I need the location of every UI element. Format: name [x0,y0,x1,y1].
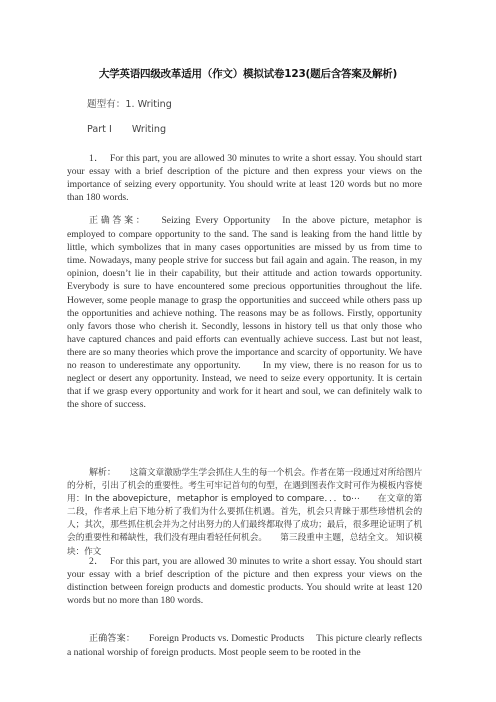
question-2-prompt [67,555,422,607]
answer-essay-title: Seizing Every Opportunity [161,215,271,226]
question-number: 1． [89,153,105,164]
question-type-line: 题型有：1. Writing [87,99,172,110]
explanation-label: 解析： [89,468,116,478]
part-heading [87,124,166,135]
question-2-answer [67,632,422,659]
question-prompt-text: For this part, you are allowed 30 minutes to write a short essay. You should start your essay with a brief description of the picture and then express your views on the distinction between foreign products and domestic products. You should write at least 120 words but no more than 180 words. [67,556,422,607]
question-1-prompt [67,152,422,204]
answer-label: 正确答案： [89,634,136,644]
document-title: 大学英语四级改革适用（作文）模拟试卷123(题后含答案及解析) [98,68,398,80]
answer-essay-title: Foreign Products vs. Domestic Products [149,633,305,644]
part-name: Writing [131,124,167,135]
explanation-text: 这篇文章激励学生学会抓住人生的每一个机会。作者在第一段通过对所给图片的分析，引出了机会的重要性。考生可牢记首句的句型，在遇到图表作文时可作为模板内容使用：In the abovepicture，metaphor is employed to compare．．．to⋯ 在文章的第二段，作者承上启下地分析了我们为什么要抓住机遇。首先，机会只青睐于那些珍惜机会的人；其次，那些抓住机会并为之付出努力的人们最终都取得了成功；最后，很多理论证明了机会的重要性和稀缺性，我们没有理由看轻任何机会。 第三段重申主题，总结全文。 知识模块：作文 [67,468,422,557]
answer-essay-text: In the above picture, metaphor is employed to compare opportunity to the sand. The sand is leaking from the hand little by little, which symbolizes that in many cases opportunities are missed by us from time to time. Nowadays, many people strive for success but fail again and again. The reason, in my opinion, doesn’t lie in their capability, but their attitude and action towards opportunity. Everybody is sure to have encountered some precious opportunities throughout the life. However, some people manage to grasp the opportunities and succeed while others pass up the opportunities and achieve nothing. The reasons may be as follows. Firstly, opportunity only favors those who cherish it. Secondly, lessons in history tell us that only those who have captured chances and paid efforts can eventually achieve success. Last but not least, there are so many theories which prove the importance and scarcity of opportunity. We have no reason to underestimate any opportunity. In my view, there is no reason for us to neglect or desert any opportunity. Instead, we need to seize every opportunity. It is certain that if we grasp every opportunity and work for it heart and soul, we can definitely walk to the shore of success. [67,215,442,411]
part-label: Part I [87,124,112,135]
question-number: 2． [89,556,105,567]
question-prompt-text: For this part, you are allowed 30 minutes to write a short essay. You should start your essay with a brief description of the picture and then express your views on the importance of seizing every opportunity. You should write at least 120 words but no more than 180 words. [67,153,422,204]
question-1-answer [67,214,442,411]
question-1-explanation [67,467,422,559]
answer-essay-text: This picture clearly reflects a national worship of foreign products. Most people seem to be rooted in the [67,633,422,659]
answer-label: 正确答案： [89,216,148,226]
